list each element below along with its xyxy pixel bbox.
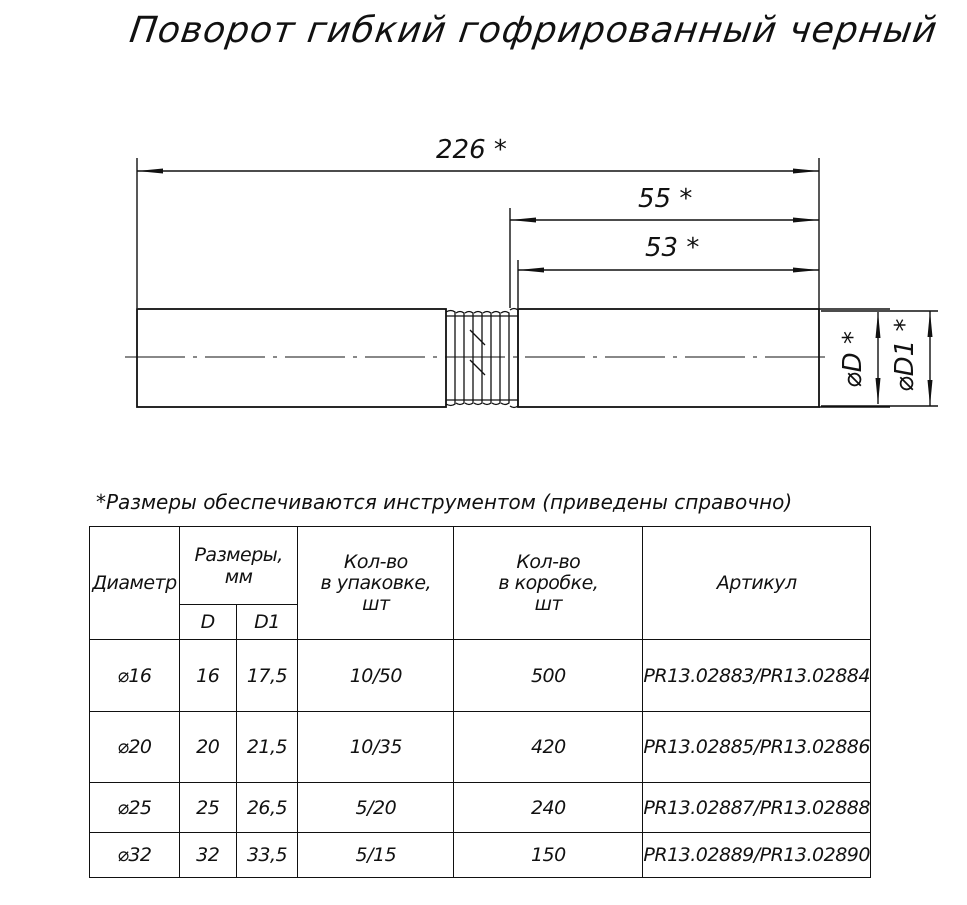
table-row: ⌀25 25 26,5 5/20 240 PR13.02887/PR13.02888 [90, 783, 871, 833]
corrugated-section [446, 309, 518, 408]
spec-table [89, 526, 871, 878]
dim-226-label: 226 * [436, 135, 507, 165]
left-tube [137, 309, 446, 407]
dim-53-label: 53 * [645, 233, 700, 263]
table-row: ⌀16 16 17,5 10/50 500 PR13.02883/PR13.02884 [90, 640, 871, 712]
header-d: D [179, 605, 236, 640]
header-pack: Кол-во в упаковке, шт [298, 527, 454, 640]
table-row: ⌀32 32 33,5 5/15 150 PR13.02889/PR13.02890 [90, 833, 871, 878]
header-article: Артикул [643, 527, 871, 640]
footnote: *Размеры обеспечиваются инструментом (приведены справочно) [96, 490, 793, 514]
header-box: Кол-во в коробке, шт [454, 527, 643, 640]
table-row: ⌀20 20 21,5 10/35 420 PR13.02885/PR13.02886 [90, 712, 871, 783]
header-d1: D1 [236, 605, 298, 640]
right-tube [518, 309, 819, 407]
dim-d-label: ⌀D * [838, 331, 868, 388]
drawing-title: Поворот гибкий гофрированный черный [127, 10, 941, 51]
header-sizes: Размеры, мм [179, 527, 297, 605]
header-diameter: Диаметр [90, 527, 180, 640]
dim-55-label: 55 * [638, 184, 693, 214]
dim-d1-label: ⌀D1 * [890, 318, 920, 392]
